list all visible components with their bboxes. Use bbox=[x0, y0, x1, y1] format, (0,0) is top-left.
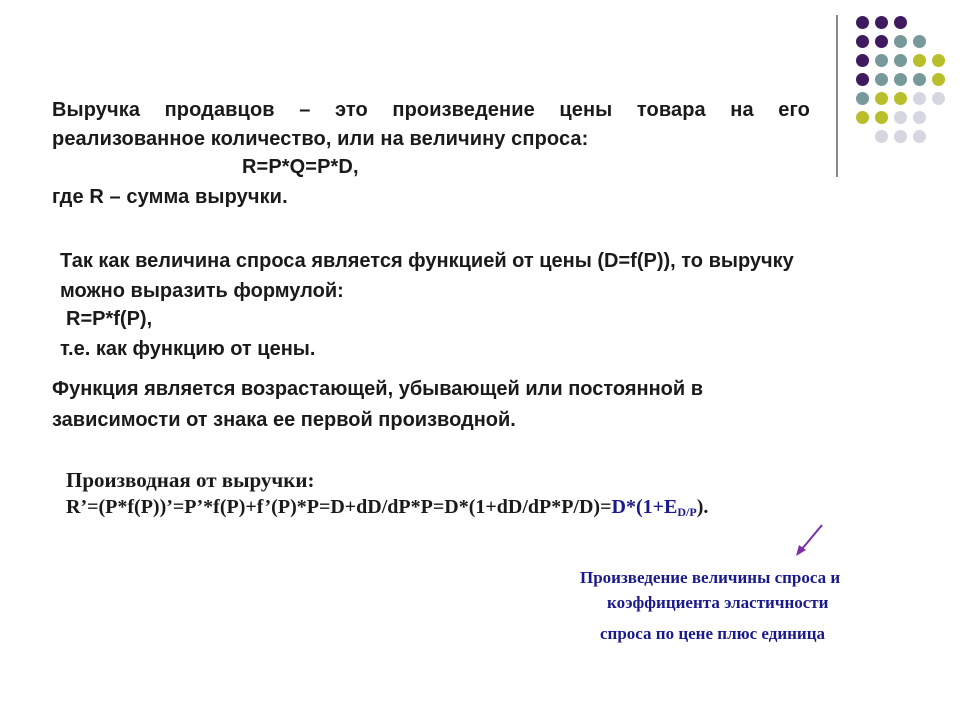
decorative-dot bbox=[875, 54, 888, 67]
word: товара bbox=[636, 99, 706, 121]
decorative-dot bbox=[913, 73, 926, 86]
annotation-line1: Произведение величины спроса и bbox=[580, 568, 841, 587]
decorative-dot bbox=[932, 73, 945, 86]
decorative-dot bbox=[875, 16, 888, 29]
decorative-dot bbox=[856, 54, 869, 67]
decorative-dot bbox=[894, 73, 907, 86]
derivative-formula-end: ). bbox=[696, 496, 709, 518]
derivative-formula bbox=[66, 496, 708, 520]
word: цены bbox=[559, 99, 613, 121]
decorative-dot bbox=[856, 35, 869, 48]
decorative-dot bbox=[894, 111, 907, 124]
decorative-dot bbox=[856, 111, 869, 124]
decorative-dot bbox=[913, 35, 926, 48]
decorative-dot bbox=[894, 54, 907, 67]
word: его bbox=[778, 99, 810, 121]
decorative-dot bbox=[894, 130, 907, 143]
decorative-dot bbox=[856, 92, 869, 105]
word: Выручка bbox=[52, 99, 141, 121]
decorative-dot bbox=[856, 16, 869, 29]
annotation-line2: коэффициента эластичности bbox=[607, 593, 829, 612]
decorative-dot bbox=[856, 73, 869, 86]
derivative-heading: Производная от выручки: bbox=[66, 468, 315, 492]
decorative-dot bbox=[875, 73, 888, 86]
monotonic-line2: зависимости от знака ее первой производной. bbox=[52, 409, 516, 431]
revenue-definition-line2: реализованное количество, или на величину спроса: bbox=[52, 128, 589, 150]
word: на bbox=[730, 99, 754, 121]
revenue-definition-line1 bbox=[52, 99, 810, 122]
word: это bbox=[335, 99, 368, 121]
revenue-formula: R=P*Q=P*D, bbox=[242, 156, 359, 178]
revenue-definition-line4: где R – сумма выручки. bbox=[52, 186, 288, 208]
derivative-formula-elasticity: $D*(1+E_{D/P}$ bbox=[611, 496, 697, 519]
decorative-dot bbox=[875, 35, 888, 48]
derivative-formula-main: R’=(P*f(P))’=P’*f(P)+f’(P)*P=D+dD/dP*P=D*(1+dD/dP*P/D)= bbox=[66, 496, 612, 518]
annotation-arrow bbox=[788, 520, 828, 560]
decorative-dot bbox=[894, 92, 907, 105]
decorative-dot bbox=[875, 130, 888, 143]
word: продавцов bbox=[164, 99, 275, 121]
decorative-dot bbox=[913, 92, 926, 105]
elasticity-subscript: D/P bbox=[677, 505, 697, 519]
annotation-line3: спроса по цене плюс единица bbox=[600, 624, 825, 643]
decorative-dot bbox=[913, 130, 926, 143]
decorative-dot bbox=[894, 35, 907, 48]
word: – bbox=[299, 99, 311, 121]
decorative-dot bbox=[932, 92, 945, 105]
demand-function-line4: т.е. как функцию от цены. bbox=[60, 338, 316, 360]
word: произведение bbox=[392, 99, 535, 121]
decorative-dot bbox=[875, 111, 888, 124]
decorative-dot bbox=[875, 92, 888, 105]
decorative-dot bbox=[913, 54, 926, 67]
decorative-dot bbox=[894, 16, 907, 29]
monotonic-line1: Функция является возрастающей, убывающей или постоянной в bbox=[52, 378, 704, 400]
demand-function-formula: R=P*f(P), bbox=[66, 308, 153, 330]
decorative-dot bbox=[932, 54, 945, 67]
decorative-divider-line bbox=[836, 15, 838, 177]
demand-function-line1: Так как величина спроса является функцией от цены (D=f(P)), то выручку bbox=[60, 250, 794, 272]
decorative-dot bbox=[913, 111, 926, 124]
demand-function-line2: можно выразить формулой: bbox=[60, 280, 344, 302]
